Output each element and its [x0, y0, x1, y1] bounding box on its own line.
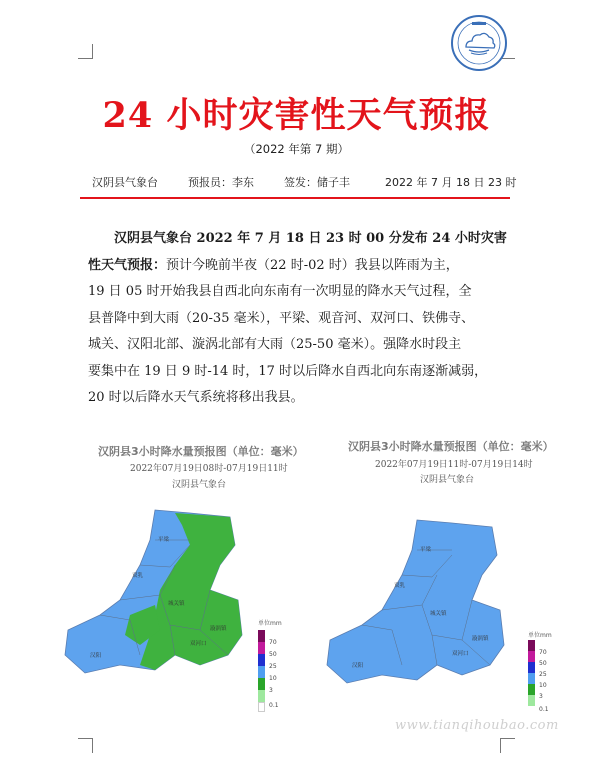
line-text: 19 日 05 时开始我县自西北向东南有一次明显的降水天气过程，全	[88, 284, 472, 299]
weather-bureau-logo-icon	[450, 14, 508, 72]
line-text: 20 时以后降水天气系统将移出我县。	[88, 390, 304, 405]
legend-label: 3	[269, 687, 273, 694]
bold-text: 汉阴县气象台 2022 年 7 月 18 日 23 时 00 分发布 24 小时灾害	[114, 231, 507, 246]
map-2-precipitation	[322, 515, 522, 700]
legend-label: 25	[539, 671, 547, 678]
legend-label: 25	[269, 663, 277, 670]
town-label: 城关镇	[168, 601, 185, 607]
legend-swatch	[258, 654, 265, 666]
legend-title: 单位mm	[528, 632, 552, 639]
map-1-precipitation	[60, 505, 260, 705]
legend-label: 10	[539, 682, 547, 689]
town-label: 平梁	[158, 537, 170, 543]
paragraph-line	[88, 306, 516, 333]
paragraph-line	[88, 385, 516, 412]
crop-mark	[78, 738, 93, 753]
legend-label: 0.1	[539, 706, 549, 713]
map-1-period: 2022年07月19日08时-07月19日11时	[130, 464, 288, 474]
legend-swatch	[528, 640, 535, 651]
legend-swatch	[258, 702, 265, 712]
town-label: 汉阳	[90, 653, 102, 659]
legend-label: 0.1	[269, 702, 279, 709]
map-1-source: 汉阴县气象台	[172, 480, 227, 490]
legend-label: 50	[269, 651, 277, 658]
legend-label: 10	[269, 675, 277, 682]
crop-mark	[500, 738, 515, 753]
paragraph-line	[88, 279, 516, 306]
legend-swatch	[258, 690, 265, 702]
legend-swatch	[528, 651, 535, 662]
town-label: 平梁	[420, 547, 432, 553]
paragraph-line	[88, 226, 516, 253]
legend-title: 单位mm	[258, 620, 282, 627]
legend-label: 3	[539, 693, 543, 700]
line-text: 预计今晚前半夜（22 时-02 时）我县以阵雨为主，	[166, 257, 459, 273]
town-label: 城关镇	[430, 611, 447, 617]
header-divider	[80, 197, 510, 199]
page-title: 24 小时灾害性天气预报	[102, 95, 491, 136]
paragraph-line	[88, 359, 516, 386]
town-label: 双乳	[132, 573, 144, 579]
town-label: 双乳	[394, 583, 406, 589]
legend-swatch	[258, 630, 265, 642]
bold-text: 性天气预报：	[88, 257, 167, 273]
legend-swatch	[528, 662, 535, 673]
county-outline	[327, 520, 504, 683]
legend-swatch	[528, 695, 535, 706]
town-label: 汉阳	[352, 663, 364, 669]
watermark-text: www.tianqihoubao.com	[395, 718, 559, 733]
map-2-legend	[528, 630, 568, 730]
legend-swatch	[258, 642, 265, 654]
line-text: 城关、汉阳北部、漩涡北部有大雨（25-50 毫米）。强降水时段主	[88, 337, 462, 352]
legend-label: 70	[539, 649, 547, 656]
town-label: 双河口	[452, 651, 469, 657]
legend-swatch	[258, 678, 265, 690]
town-label: 漩涡镇	[210, 626, 227, 632]
line-text: 要集中在 19 日 9 时-14 时，17 时以后降水自西北向东南逐渐减弱，	[88, 363, 488, 379]
crop-mark	[78, 44, 93, 59]
map-1-legend	[258, 618, 298, 718]
line-text: 县普降中到大雨（20-35 毫米），平梁、观音河、双河口、铁佛寺、	[88, 310, 475, 326]
agency-name: 汉阴县气象台	[92, 176, 158, 189]
legend-swatch	[528, 684, 535, 695]
map-2-title: 汉阴县3小时降水量预报图（单位：毫米）	[348, 440, 554, 453]
issue-number: （2022 年第 7 期）	[243, 142, 350, 156]
map-1-title: 汉阴县3小时降水量预报图（单位：毫米）	[98, 445, 304, 458]
forecast-paragraph	[88, 226, 516, 412]
legend-label: 50	[539, 660, 547, 667]
issue-datetime: 2022 年 7 月 18 日 23 时	[385, 176, 517, 189]
legend-swatch	[258, 666, 265, 678]
forecaster-name: 预报员：李东	[188, 176, 254, 189]
map-2-source: 汉阴县气象台	[420, 475, 475, 485]
signer-name: 签发：储子丰	[284, 176, 350, 189]
map-2-period: 2022年07月19日11时-07月19日14时	[375, 460, 533, 470]
paragraph-line	[88, 332, 516, 359]
legend-label: 70	[269, 639, 277, 646]
town-label: 漩涡镇	[472, 636, 489, 642]
town-label: 双河口	[190, 641, 207, 647]
legend-swatch	[528, 673, 535, 684]
paragraph-line	[88, 253, 516, 280]
